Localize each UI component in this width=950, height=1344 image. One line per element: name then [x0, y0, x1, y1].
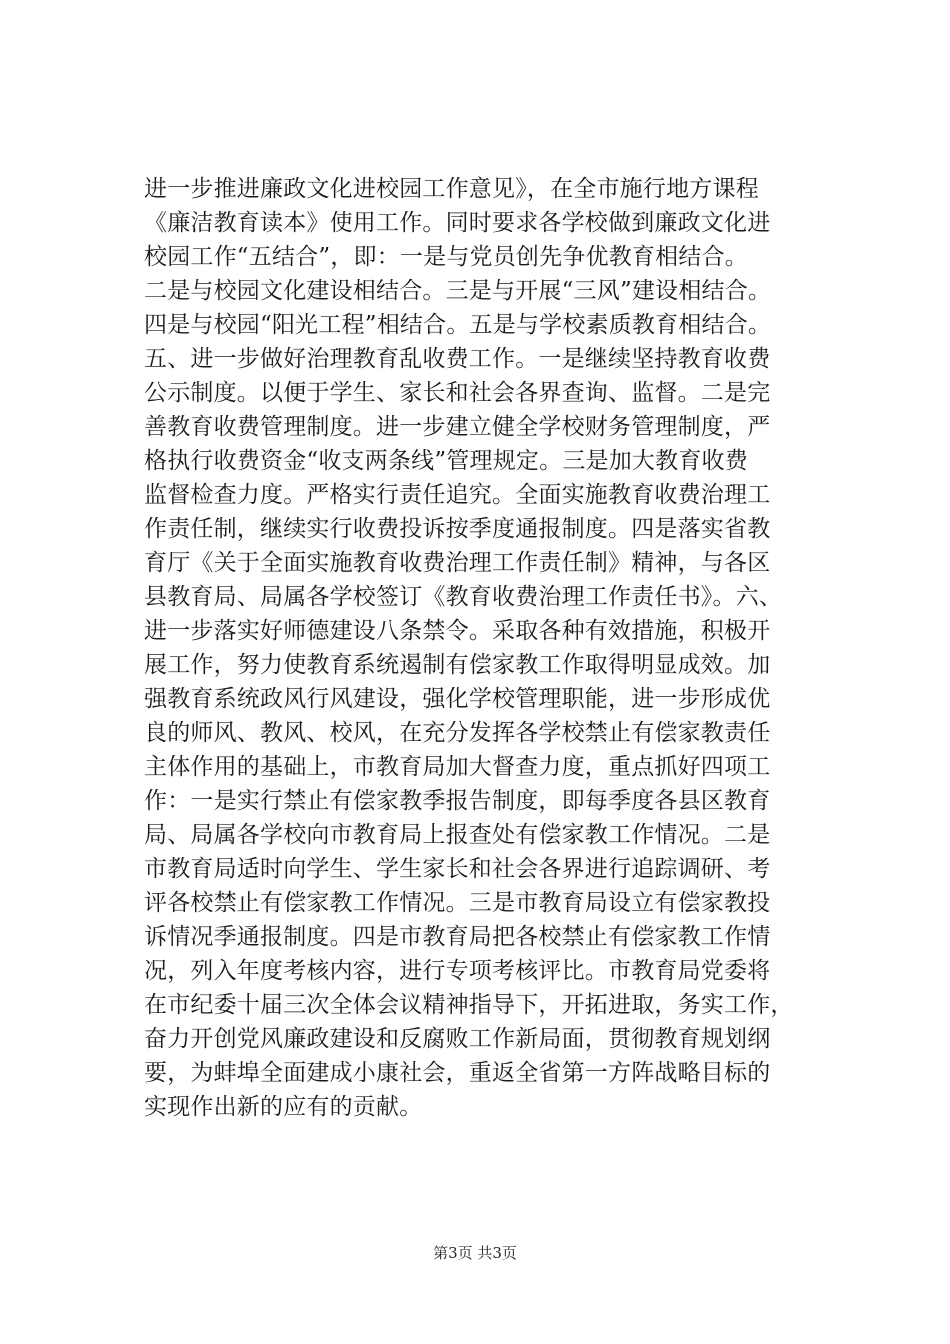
- text-line: 况，列入年度考核内容，进行专项考核评比。市教育局党委将: [144, 958, 771, 984]
- text-line: 市教育局适时向学生、学生家长和社会各界进行追踪调研、考: [144, 856, 771, 882]
- text-line: 育厅《关于全面实施教育收费治理工作责任制》精神，与各区: [144, 550, 771, 576]
- text-line: 二是与校园文化建设相结合。三是与开展“三风”建设相结合。: [144, 278, 772, 304]
- text-line: 《廉洁教育读本》使用工作。同时要求各学校做到廉政文化进: [144, 210, 771, 236]
- text-line: 评各校禁止有偿家教工作情况。三是市教育局设立有偿家教投: [144, 890, 771, 916]
- text-line: 作责任制，继续实行收费投诉按季度通报制度。四是落实省教: [144, 516, 771, 542]
- text-line: 奋力开创党风廉政建设和反腐败工作新局面，贯彻教育规划纲: [144, 1026, 771, 1052]
- text-line: 校园工作“五结合”，即：一是与党员创先争优教育相结合。: [144, 244, 748, 270]
- text-line: 四是与校园“阳光工程”相结合。五是与学校素质教育相结合。: [144, 312, 772, 338]
- text-line: 作：一是实行禁止有偿家教季报告制度，即每季度各县区教育: [144, 788, 771, 814]
- text-line: 善教育收费管理制度。进一步建立健全学校财务管理制度，严: [144, 414, 771, 440]
- text-line: 展工作，努力使教育系统遏制有偿家教工作取得明显成效。加: [144, 652, 771, 678]
- text-line: 主体作用的基础上，市教育局加大督查力度，重点抓好四项工: [144, 754, 771, 780]
- page-footer: 第3页 共3页: [433, 1244, 517, 1262]
- text-line: 五、进一步做好治理教育乱收费工作。一是继续坚持教育收费: [144, 346, 771, 372]
- text-line: 公示制度。以便于学生、家长和社会各界查询、监督。二是完: [144, 380, 771, 406]
- text-line: 在市纪委十届三次全体会议精神指导下，开拓进取，务实工作，: [144, 992, 794, 1018]
- text-line: 进一步落实好师德建设八条禁令。采取各种有效措施，积极开: [144, 618, 771, 644]
- text-line: 监督检查力度。严格实行责任追究。全面实施教育收费治理工: [144, 482, 771, 508]
- text-line: 实现作出新的应有的贡献。: [144, 1094, 423, 1120]
- text-line: 良的师风、教风、校风，在充分发挥各学校禁止有偿家教责任: [144, 720, 771, 746]
- text-line: 局、局属各学校向市教育局上报查处有偿家教工作情况。二是: [144, 822, 771, 848]
- text-line: 进一步推进廉政文化进校园工作意见》，在全市施行地方课程: [144, 176, 759, 202]
- text-line: 格执行收费资金“收支两条线”管理规定。三是加大教育收费: [144, 448, 748, 474]
- text-line: 强教育系统政风行风建设，强化学校管理职能，进一步形成优: [144, 686, 771, 712]
- text-line: 要，为蚌埠全面建成小康社会，重返全省第一方阵战略目标的: [144, 1060, 771, 1086]
- text-line: 诉情况季通报制度。四是市教育局把各校禁止有偿家教工作情: [144, 924, 771, 950]
- body-text: [144, 172, 854, 1124]
- text-line: 县教育局、局属各学校签订《教育收费治理工作责任书》。六、: [144, 584, 783, 610]
